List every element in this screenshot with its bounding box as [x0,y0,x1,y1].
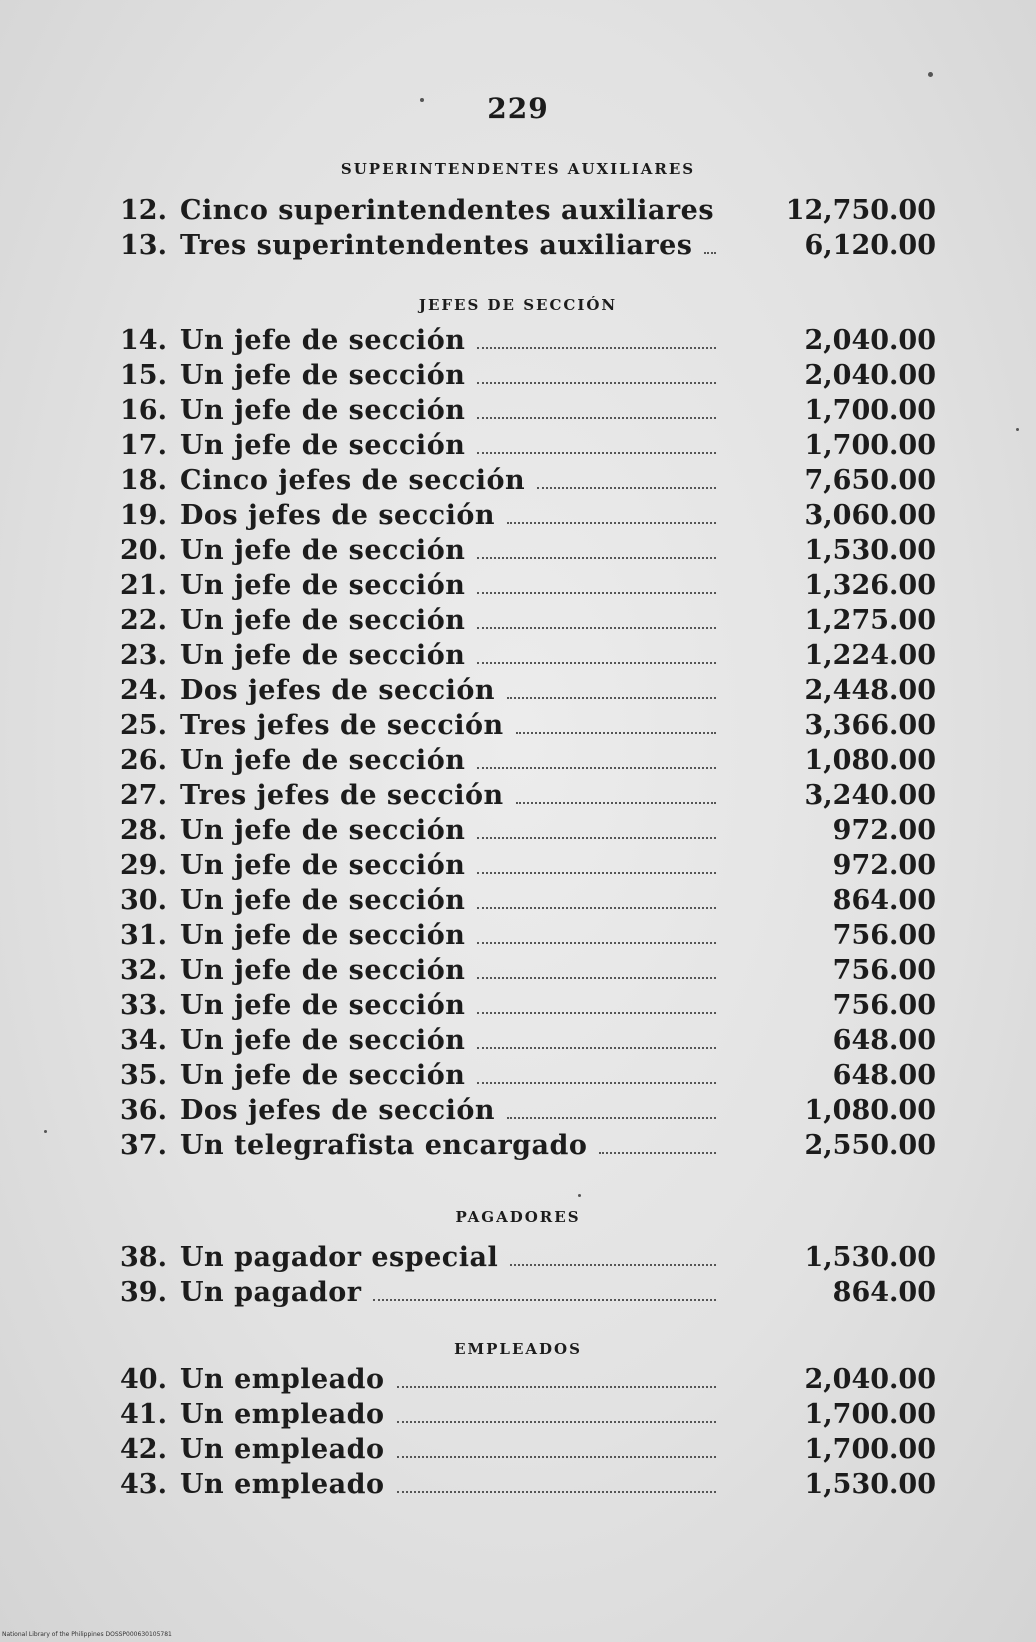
line-item-description: Tres jefes de sección [180,780,504,811]
line-item [0,228,1036,263]
line-item [0,708,1036,743]
line-item-description: Un jefe de sección [180,605,466,636]
line-item-number: 14. [120,325,167,356]
line-item-number: 13. [120,230,167,261]
line-item [0,953,1036,988]
line-item-description: Un jefe de sección [180,885,466,916]
dot-leader [477,452,716,454]
dot-leader [477,942,716,944]
dot-leader [510,1264,716,1266]
line-item-description: Un jefe de sección [180,640,466,671]
line-item-number: 38. [120,1242,167,1273]
line-item-number: 36. [120,1095,167,1126]
line-item [0,323,1036,358]
line-item-description: Tres superintendentes auxiliares [180,230,693,261]
line-item-amount: 1,080.00 [804,745,936,776]
line-item [0,1275,1036,1310]
line-item-amount: 756.00 [832,955,936,986]
dot-leader [397,1456,716,1458]
dot-leader [704,252,716,254]
line-item-number: 34. [120,1025,167,1056]
line-item-description: Un pagador [180,1277,362,1308]
line-item-description: Cinco superintendentes auxiliares [180,195,715,226]
line-item-description: Un jefe de sección [180,1025,466,1056]
line-item-number: 22. [120,605,167,636]
line-item-amount: 1,224.00 [804,640,936,671]
dot-leader [599,1152,716,1154]
line-item-amount: 756.00 [832,990,936,1021]
dot-leader [477,977,716,979]
line-item-amount: 756.00 [832,920,936,951]
section-entries-empleados [0,1362,1036,1502]
line-item-description: Un jefe de sección [180,1060,466,1091]
line-item-description: Un jefe de sección [180,920,466,951]
line-item-number: 26. [120,745,167,776]
line-item-description: Un jefe de sección [180,815,466,846]
line-item-amount: 648.00 [832,1025,936,1056]
line-item-amount: 1,530.00 [804,1242,936,1273]
line-item-amount: 1,700.00 [804,395,936,426]
scan-speck [44,1130,47,1133]
line-item-number: 33. [120,990,167,1021]
line-item-amount: 2,040.00 [804,1364,936,1395]
line-item-number: 35. [120,1060,167,1091]
dot-leader [477,1082,716,1084]
line-item [0,848,1036,883]
line-item [0,743,1036,778]
line-item-number: 27. [120,780,167,811]
line-item-description: Un jefe de sección [180,535,466,566]
line-item-amount: 3,060.00 [804,500,936,531]
line-item-description: Un empleado [180,1399,385,1430]
scan-speck [420,98,424,102]
line-item-number: 15. [120,360,167,391]
line-item-amount: 1,275.00 [804,605,936,636]
line-item-description: Un telegrafista encargado [180,1130,588,1161]
line-item-description: Un empleado [180,1434,385,1465]
line-item-amount: 2,448.00 [804,675,936,706]
line-item-amount: 648.00 [832,1060,936,1091]
line-item [0,988,1036,1023]
line-item [0,358,1036,393]
dot-leader [507,697,716,699]
line-item-description: Un jefe de sección [180,570,466,601]
line-item [0,1240,1036,1275]
dot-leader [477,347,716,349]
section-entries-superintendentes [0,193,1036,263]
line-item-amount: 1,530.00 [804,535,936,566]
section-heading-pagadores: PAGADORES [455,1208,581,1226]
line-item [0,1128,1036,1163]
line-item-amount: 1,530.00 [804,1469,936,1500]
line-item [0,463,1036,498]
dot-leader [477,872,716,874]
line-item [0,428,1036,463]
line-item [0,498,1036,533]
line-item-amount: 1,700.00 [804,430,936,461]
dot-leader [397,1421,716,1423]
dot-leader [373,1299,716,1301]
section-entries-pagadores [0,1240,1036,1310]
section-heading-jefes: JEFES DE SECCIÓN [418,296,618,314]
line-item-amount: 7,650.00 [804,465,936,496]
line-item-number: 28. [120,815,167,846]
line-item-amount: 1,700.00 [804,1399,936,1430]
line-item-number: 30. [120,885,167,916]
line-item-description: Un jefe de sección [180,430,466,461]
dot-leader [477,417,716,419]
dot-leader [477,837,716,839]
line-item-description: Cinco jefes de sección [180,465,526,496]
line-item-amount: 972.00 [832,850,936,881]
line-item-number: 16. [120,395,167,426]
line-item-description: Un jefe de sección [180,990,466,1021]
scan-speck [928,72,933,77]
dot-leader [507,522,716,524]
line-item-number: 19. [120,500,167,531]
line-item-amount: 2,040.00 [804,325,936,356]
line-item-number: 21. [120,570,167,601]
line-item [0,568,1036,603]
line-item-description: Un jefe de sección [180,360,466,391]
line-item-amount: 864.00 [832,1277,936,1308]
line-item [0,603,1036,638]
line-item-amount: 12,750.00 [785,195,936,226]
dot-leader [537,487,716,489]
line-item [0,918,1036,953]
line-item-number: 43. [120,1469,167,1500]
line-item-number: 29. [120,850,167,881]
line-item [0,533,1036,568]
dot-leader [477,767,716,769]
line-item-amount: 3,366.00 [804,710,936,741]
line-item [0,393,1036,428]
footer-credit: National Library of the Philippines DOSSP000630105781 [2,1631,172,1638]
dot-leader [477,1047,716,1049]
scan-speck [578,1194,581,1197]
line-item-amount: 3,240.00 [804,780,936,811]
line-item [0,1023,1036,1058]
line-item-description: Dos jefes de sección [180,675,495,706]
line-item [0,638,1036,673]
line-item [0,1397,1036,1432]
line-item-description: Un empleado [180,1364,385,1395]
line-item [0,1093,1036,1128]
dot-leader [477,627,716,629]
line-item-amount: 2,040.00 [804,360,936,391]
line-item-amount: 864.00 [832,885,936,916]
line-item-number: 39. [120,1277,167,1308]
line-item-number: 17. [120,430,167,461]
line-item-number: 32. [120,955,167,986]
line-item-description: Un pagador especial [180,1242,499,1273]
line-item [0,1362,1036,1397]
line-item-number: 40. [120,1364,167,1395]
line-item-number: 20. [120,535,167,566]
page-number: 229 [487,92,549,125]
line-item-number: 41. [120,1399,167,1430]
line-item-description: Un empleado [180,1469,385,1500]
line-item-number: 25. [120,710,167,741]
line-item [0,673,1036,708]
line-item-number: 18. [120,465,167,496]
dot-leader [477,557,716,559]
line-item [0,1432,1036,1467]
dot-leader [477,662,716,664]
line-item-number: 24. [120,675,167,706]
section-entries-jefes [0,323,1036,1163]
line-item-description: Un jefe de sección [180,955,466,986]
line-item [0,883,1036,918]
dot-leader [477,592,716,594]
line-item-amount: 2,550.00 [804,1130,936,1161]
line-item-description: Dos jefes de sección [180,500,495,531]
line-item [0,1467,1036,1502]
dot-leader [507,1117,716,1119]
line-item-amount: 972.00 [832,815,936,846]
dot-leader [397,1386,716,1388]
line-item-description: Un jefe de sección [180,745,466,776]
section-heading-empleados: EMPLEADOS [454,1340,582,1358]
line-item-number: 23. [120,640,167,671]
dot-leader [477,907,716,909]
line-item-number: 42. [120,1434,167,1465]
line-item [0,778,1036,813]
line-item-number: 31. [120,920,167,951]
section-heading-superintendentes: SUPERINTENDENTES AUXILIARES [340,160,696,178]
scan-speck [1016,428,1019,431]
line-item-amount: 1,080.00 [804,1095,936,1126]
line-item-description: Tres jefes de sección [180,710,504,741]
line-item [0,1058,1036,1093]
line-item-description: Un jefe de sección [180,325,466,356]
dot-leader [477,1012,716,1014]
line-item-description: Un jefe de sección [180,395,466,426]
line-item [0,193,1036,228]
dot-leader [397,1491,716,1493]
line-item-number: 12. [120,195,167,226]
line-item-description: Dos jefes de sección [180,1095,495,1126]
line-item-description: Un jefe de sección [180,850,466,881]
dot-leader [516,802,716,804]
line-item [0,813,1036,848]
dot-leader [516,732,716,734]
line-item-amount: 1,326.00 [804,570,936,601]
line-item-amount: 1,700.00 [804,1434,936,1465]
line-item-number: 37. [120,1130,167,1161]
line-item-amount: 6,120.00 [804,230,936,261]
dot-leader [477,382,716,384]
